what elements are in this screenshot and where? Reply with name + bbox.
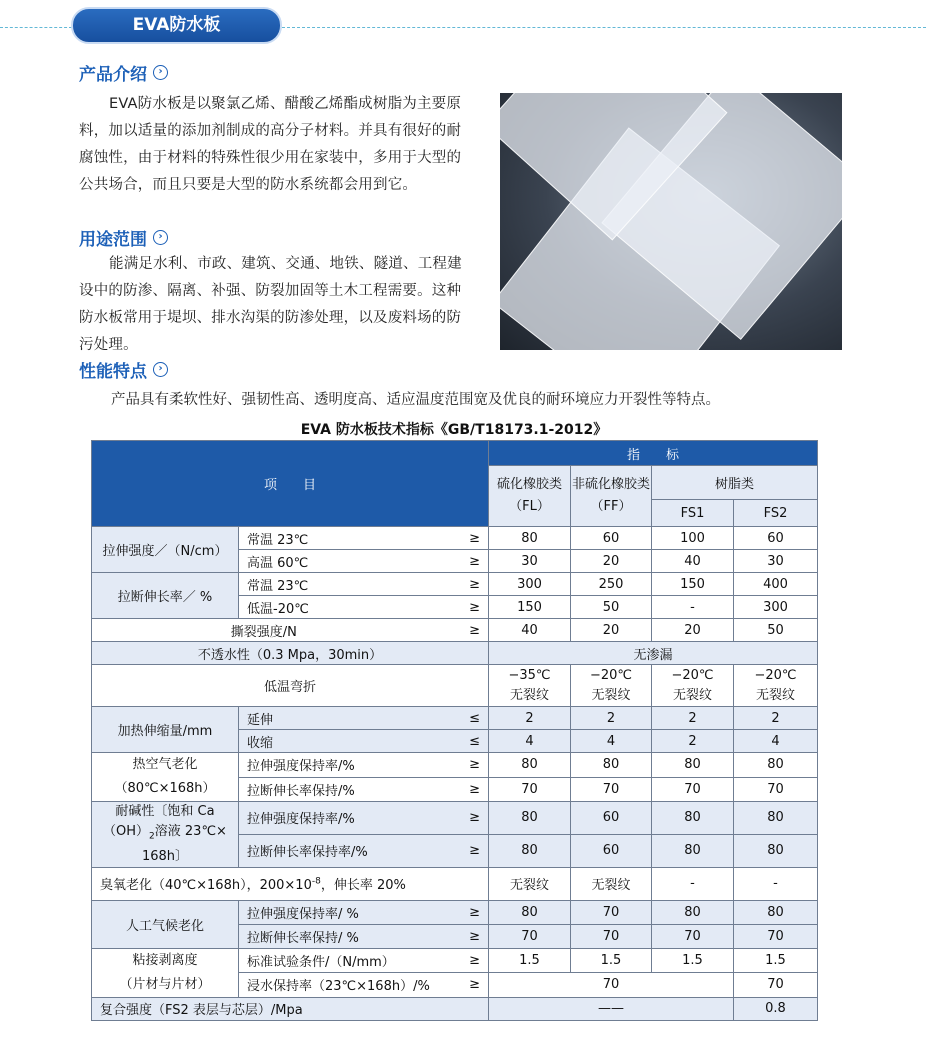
cell: 20 bbox=[571, 550, 652, 573]
row-label-hotair bbox=[92, 753, 239, 802]
cell: 70 bbox=[571, 900, 652, 924]
cell bbox=[734, 665, 818, 707]
cell: - bbox=[652, 867, 734, 900]
cond: 拉伸强度保持率/% bbox=[239, 802, 436, 835]
cell: 250 bbox=[571, 573, 652, 596]
intro-text: EVA防水板是以聚氯乙烯、醋酸乙烯酯成树脂为主要原料，加以适量的添加剂制成的高分子材料。并具有很好的耐腐蚀性，由于材料的特殊性很少用在家装中，多用于大型的公共场合，而且只要是大型的防水系统都会用到它。 bbox=[79, 96, 462, 193]
cell: 80 bbox=[489, 834, 571, 867]
cell: 1.5 bbox=[734, 948, 818, 973]
cell: 60 bbox=[734, 527, 818, 550]
cell: 80 bbox=[652, 900, 734, 924]
symbol: ≥ bbox=[436, 802, 489, 835]
symbol: ≥ bbox=[436, 596, 489, 619]
intro-heading bbox=[79, 60, 168, 84]
features-title: 性能特点 bbox=[79, 361, 147, 382]
cell: 4 bbox=[489, 730, 571, 753]
cell: 80 bbox=[734, 834, 818, 867]
cell: 70 bbox=[734, 777, 818, 802]
cond: 拉伸强度保持率/ % bbox=[239, 900, 436, 924]
symbol: ≥ bbox=[436, 900, 489, 924]
cond: 常温 23℃ bbox=[239, 527, 436, 550]
usage-title: 用途范围 bbox=[79, 229, 147, 250]
row-label-shrink: 加热伸缩量/mm bbox=[92, 707, 239, 753]
alkali-label-line1: 耐碱性〔饱和 Ca bbox=[115, 804, 215, 819]
cell: 无渗漏 bbox=[489, 642, 818, 665]
cell: 70 bbox=[652, 924, 734, 948]
table-title: EVA 防水板技术指标《GB/T18173.1-2012》 bbox=[300, 422, 608, 438]
row-label-elongation: 拉断伸长率／ % bbox=[92, 573, 239, 619]
cell: 1.5 bbox=[489, 948, 571, 973]
header-fs2: FS2 bbox=[734, 500, 818, 527]
intro-paragraph bbox=[79, 91, 475, 199]
cond: 低温-20℃ bbox=[239, 596, 436, 619]
symbol: ≥ bbox=[436, 924, 489, 948]
header-fs1: FS1 bbox=[652, 500, 734, 527]
features-heading bbox=[79, 357, 168, 381]
cell: 80 bbox=[571, 753, 652, 778]
alkali-label-line3: 168h〕 bbox=[141, 848, 189, 864]
usage-heading bbox=[79, 225, 168, 249]
cell: 2 bbox=[489, 707, 571, 730]
cell: 30 bbox=[489, 550, 571, 573]
cell: 150 bbox=[652, 573, 734, 596]
cell-temp: −20℃ bbox=[671, 667, 714, 683]
ozone-label-sup: -8 bbox=[311, 876, 321, 887]
cell: 无裂纹 bbox=[571, 867, 652, 900]
symbol: ≥ bbox=[436, 834, 489, 867]
symbol: ≥ bbox=[436, 550, 489, 573]
header-dash-left bbox=[0, 27, 72, 28]
cell: 40 bbox=[652, 550, 734, 573]
cell: 300 bbox=[734, 596, 818, 619]
row-label-cold: 低温弯折 bbox=[92, 665, 489, 707]
alkali-label-line2b: 溶液 23℃× bbox=[154, 824, 227, 839]
cell: 80 bbox=[734, 900, 818, 924]
cell: 400 bbox=[734, 573, 818, 596]
cell: - bbox=[734, 867, 818, 900]
alkali-label-line2a: （OH） bbox=[103, 824, 150, 839]
symbol: ≥ bbox=[436, 948, 489, 973]
cond: 高温 60℃ bbox=[239, 550, 436, 573]
cell: 无裂纹 bbox=[489, 867, 571, 900]
cell: 2 bbox=[652, 707, 734, 730]
cell: 150 bbox=[489, 596, 571, 619]
spec-table bbox=[91, 440, 818, 1021]
row-label-peel bbox=[92, 948, 239, 997]
header-ff: 非硫化橡胶类（FF） bbox=[571, 466, 652, 527]
cell: 2 bbox=[652, 730, 734, 753]
usage-paragraph bbox=[79, 251, 475, 359]
cell-state: 无裂纹 bbox=[756, 687, 796, 703]
symbol: ≤ bbox=[436, 730, 489, 753]
cond: 延伸 bbox=[239, 707, 436, 730]
row-label-tensile: 拉伸强度／（N/cm） bbox=[92, 527, 239, 573]
circle-chevron-right-icon: › bbox=[153, 362, 168, 377]
cell: - bbox=[652, 596, 734, 619]
cell: 60 bbox=[571, 802, 652, 835]
header-fl: 硫化橡胶类（FL） bbox=[489, 466, 571, 527]
cond: 收缩 bbox=[239, 730, 436, 753]
cell: 80 bbox=[734, 753, 818, 778]
cell: 2 bbox=[734, 707, 818, 730]
peel-label-line2: （片材与片材） bbox=[119, 976, 211, 992]
circle-chevron-right-icon: › bbox=[153, 65, 168, 80]
symbol: ≥ bbox=[436, 527, 489, 550]
cell: 80 bbox=[489, 802, 571, 835]
cell bbox=[489, 665, 571, 707]
cell: 0.8 bbox=[734, 997, 818, 1020]
row-label-alkali bbox=[92, 802, 239, 868]
features-text: 产品具有柔软性好、强韧性高、透明度高、适应温度范围宽及优良的耐环境应力开裂性等特点。 bbox=[111, 392, 720, 408]
cell: 50 bbox=[571, 596, 652, 619]
cell-temp: −20℃ bbox=[589, 667, 633, 683]
page-title-tab: EVA防水板 bbox=[71, 7, 282, 44]
intro-title: 产品介绍 bbox=[79, 64, 147, 85]
cell: 4 bbox=[734, 730, 818, 753]
cell: 100 bbox=[652, 527, 734, 550]
cell bbox=[652, 665, 734, 707]
cell: 300 bbox=[489, 573, 571, 596]
row-label-water: 不透水性（0.3 Mpa，30min） bbox=[92, 642, 489, 665]
circle-chevron-right-icon: › bbox=[153, 230, 168, 245]
cell: 80 bbox=[489, 753, 571, 778]
cell: 80 bbox=[652, 753, 734, 778]
cell: 70 bbox=[571, 777, 652, 802]
cell: 4 bbox=[571, 730, 652, 753]
usage-text: 能满足水利、市政、建筑、交通、地铁、隧道、工程建设中的防渗、隔离、补强、防裂加固等土木工程需要。这种防水板常用于堤坝、排水沟渠的防渗处理，以及废料场的防污处理。 bbox=[79, 256, 462, 353]
row-label-ozone bbox=[92, 867, 489, 900]
cell: 20 bbox=[652, 619, 734, 642]
cond: 拉断伸长率保持率/% bbox=[239, 834, 436, 867]
cond: 拉断伸长率保持/% bbox=[239, 777, 436, 802]
symbol: ≥ bbox=[436, 619, 489, 642]
cell-temp: −20℃ bbox=[754, 667, 797, 683]
alkali-label-sub: 2 bbox=[149, 831, 155, 842]
cell: 70 bbox=[571, 924, 652, 948]
cell-state: 无裂纹 bbox=[591, 687, 631, 703]
cell: 1.5 bbox=[571, 948, 652, 973]
cond: 拉伸强度保持率/% bbox=[239, 753, 436, 778]
symbol: ≥ bbox=[436, 973, 489, 998]
cell: 50 bbox=[734, 619, 818, 642]
ozone-label-b: ，伸长率 20% bbox=[320, 878, 406, 894]
cell-temp: −35℃ bbox=[508, 667, 551, 683]
symbol: ≥ bbox=[436, 573, 489, 596]
cell: 80 bbox=[489, 900, 571, 924]
hotair-label-line1: 热空气老化 bbox=[132, 757, 198, 772]
hotair-label-line2: （80℃×168h） bbox=[114, 781, 216, 796]
cell: 1.5 bbox=[652, 948, 734, 973]
cell-state: 无裂纹 bbox=[672, 687, 712, 703]
cell: 60 bbox=[571, 834, 652, 867]
header-index: 指 标 bbox=[489, 441, 818, 466]
symbol: ≥ bbox=[436, 753, 489, 778]
peel-label-line1: 粘接剥离度 bbox=[132, 952, 198, 968]
row-label-tear: 撕裂强度/N bbox=[92, 619, 436, 642]
row-label-composite: 复合强度（FS2 表层与芯层）/Mpa bbox=[92, 997, 489, 1020]
cell: 70 bbox=[734, 924, 818, 948]
cell: 70 bbox=[652, 777, 734, 802]
cell: 80 bbox=[489, 527, 571, 550]
cell: 30 bbox=[734, 550, 818, 573]
cell: 60 bbox=[571, 527, 652, 550]
cell: 80 bbox=[652, 834, 734, 867]
cell: 80 bbox=[734, 802, 818, 835]
cond: 浸水保持率（23℃×168h）/% bbox=[239, 973, 436, 998]
cell-state: 无裂纹 bbox=[509, 687, 549, 703]
cell: 40 bbox=[489, 619, 571, 642]
product-photo bbox=[500, 93, 842, 350]
header-item: 项 目 bbox=[92, 441, 489, 527]
symbol: ≥ bbox=[436, 777, 489, 802]
cell bbox=[571, 665, 652, 707]
row-label-weather: 人工气候老化 bbox=[92, 900, 239, 948]
cell: 70 bbox=[489, 973, 734, 998]
cell: 2 bbox=[571, 707, 652, 730]
cell: 20 bbox=[571, 619, 652, 642]
cell: —— bbox=[489, 997, 734, 1020]
cell: 70 bbox=[489, 924, 571, 948]
header-resin: 树脂类 bbox=[652, 466, 818, 500]
cond: 拉断伸长率保持/ % bbox=[239, 924, 436, 948]
cell: 70 bbox=[489, 777, 571, 802]
cond: 常温 23℃ bbox=[239, 573, 436, 596]
cell: 70 bbox=[734, 973, 818, 998]
cell: 80 bbox=[652, 802, 734, 835]
symbol: ≤ bbox=[436, 707, 489, 730]
cond: 标准试验条件/（N/mm） bbox=[239, 948, 436, 973]
header-dash-right bbox=[282, 27, 926, 28]
ozone-label-a: 臭氧老化（40℃×168h），200×10 bbox=[100, 878, 312, 894]
